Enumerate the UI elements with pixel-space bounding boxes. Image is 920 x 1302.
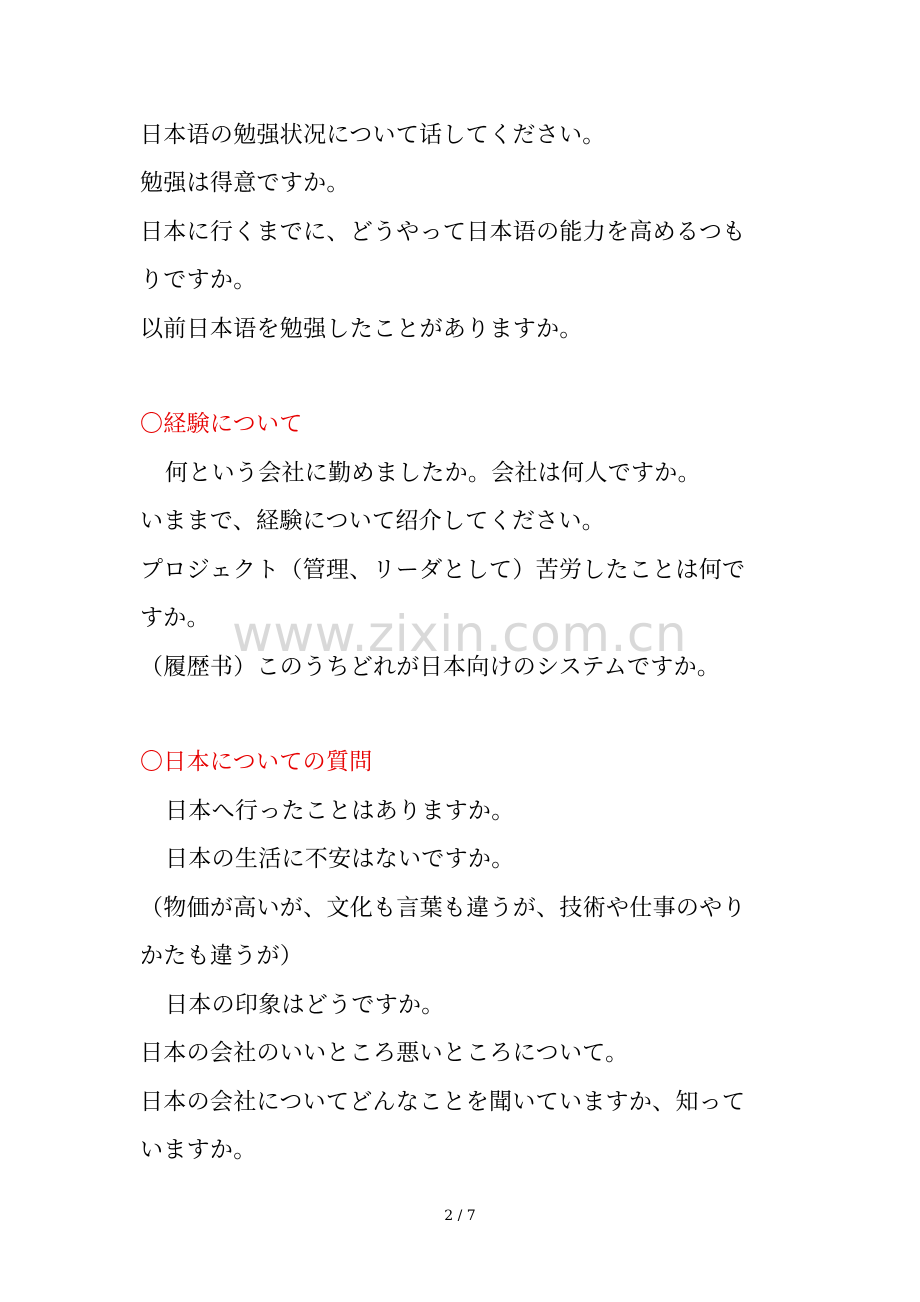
- text-line: 日本に行くまでに、どうやって日本语の能力を高めるつも: [140, 219, 746, 245]
- text-line: （履歴书）このうちどれが日本向けのシステムですか。: [140, 654, 721, 680]
- text-line: かたも違うが）: [140, 943, 304, 969]
- text-line: 日本の生活に不安はないですか。: [165, 846, 515, 872]
- text-line: 日本语の勉强状况について话してください。: [140, 122, 606, 148]
- section-heading-japan: 〇日本についての質問: [140, 749, 373, 775]
- text-line: 日本へ行ったことはありますか。: [165, 798, 515, 824]
- text-line: 以前日本语を勉强したことがありますか。: [140, 316, 583, 342]
- text-line: （物価が高いが、文化も言葉も違うが、技術や仕事のやり: [140, 895, 746, 921]
- section-heading-experience: 〇経験について: [140, 411, 303, 437]
- text-line: プロジェクト（管理、リーダとして）苦労したことは何で: [140, 557, 746, 583]
- text-line: 日本の印象はどうですか。: [165, 992, 445, 1018]
- text-line: 勉强は得意ですか。: [140, 170, 350, 196]
- page-number: 2 / 7: [444, 1208, 476, 1224]
- text-line: 何という会社に勤めましたか。会社は何人ですか。: [165, 460, 701, 486]
- text-line: いますか。: [140, 1137, 257, 1163]
- text-line: すか。: [140, 605, 210, 631]
- watermark: www.zixin.com.cn: [232, 605, 688, 663]
- text-line: 日本の会社のいいところ悪いところについて。: [140, 1040, 629, 1066]
- text-line: いままで、経験について绍介してください。: [140, 508, 606, 534]
- text-line: りですか。: [140, 267, 257, 293]
- text-line: 日本の会社についてどんなことを聞いていますか、知って: [140, 1089, 746, 1115]
